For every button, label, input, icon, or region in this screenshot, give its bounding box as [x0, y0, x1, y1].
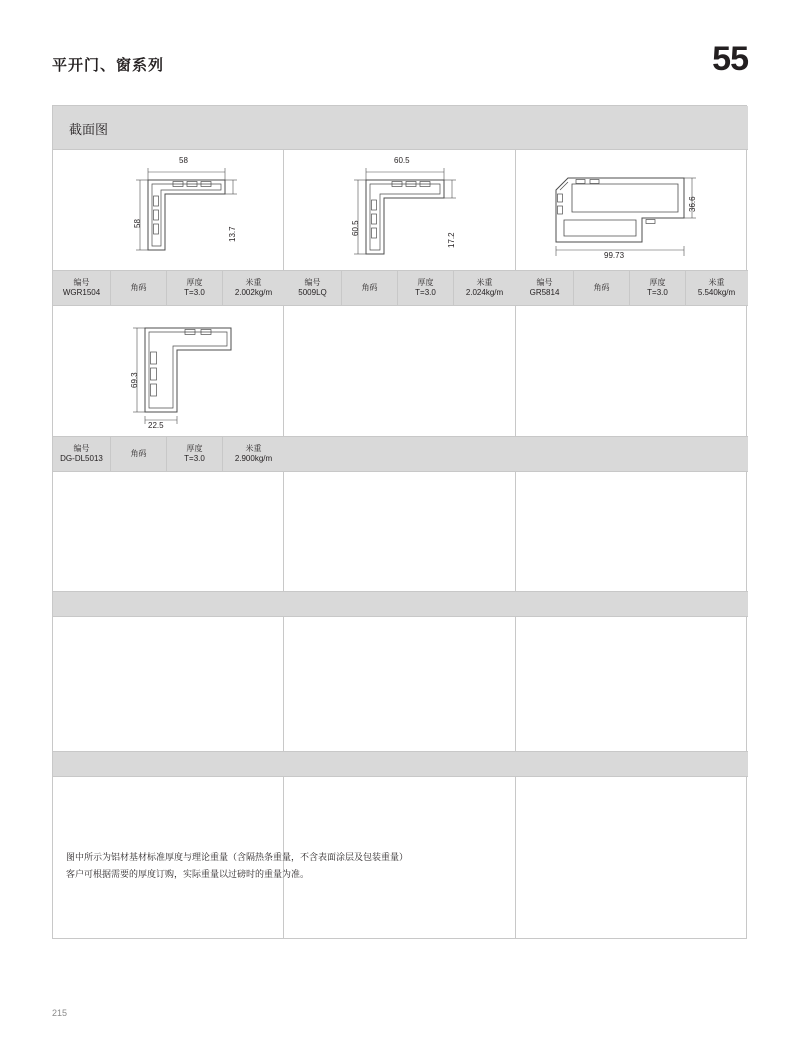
spec-code-label: 编号	[73, 444, 90, 453]
spec-weight-5009lq	[454, 271, 515, 305]
spec-thickness-gr5814	[630, 271, 686, 305]
spec-thickness-5009lq	[398, 271, 454, 305]
spec-corner-label: 角码	[130, 283, 147, 292]
profile-drawing-5009lq	[284, 150, 515, 270]
spec-thickness-label: 厚度	[186, 444, 203, 453]
spec-weight-value: 2.024kg/m	[465, 288, 504, 297]
spec-code-value: WGR1504	[62, 288, 101, 297]
spec-code-5009lq	[284, 271, 342, 305]
dim-left-5009lq: 60.5	[351, 220, 360, 236]
spec-weight-value: 2.002kg/m	[234, 288, 273, 297]
spec-corner-label: 角码	[130, 449, 147, 458]
spec-code-wgr1504	[53, 271, 111, 305]
drawing-cell-dgdl5013	[53, 306, 283, 436]
spec-weight-dgdl5013	[223, 437, 284, 471]
profile-drawing-gr5814	[516, 150, 747, 270]
spec-thickness-value: T=3.0	[184, 454, 205, 463]
dim-top-5009lq: 60.5	[394, 156, 410, 165]
page-number: 215	[52, 1008, 68, 1018]
spec-code-value: DG-DL5013	[60, 454, 103, 463]
section-title: 截面图	[69, 122, 109, 137]
spec-thickness-value: T=3.0	[184, 288, 205, 297]
section-number: 55	[712, 40, 748, 78]
footnote	[66, 849, 666, 883]
spec-code-gr5814	[516, 271, 574, 305]
spec-thickness-label: 厚度	[417, 278, 434, 287]
spec-weight-label: 米重	[476, 278, 493, 287]
spec-code-label: 编号	[304, 278, 321, 287]
spec-corner-5009lq	[342, 271, 398, 305]
spec-code-value: 5009LQ	[298, 288, 327, 297]
spec-code-value: GR5814	[529, 288, 560, 297]
spec-group-dgdl5013	[53, 437, 284, 471]
page-title: 平开门、窗系列	[52, 57, 165, 74]
spec-thickness-value: T=3.0	[415, 288, 436, 297]
profile-drawing-wgr1504	[53, 150, 283, 270]
spec-weight-gr5814	[686, 271, 747, 305]
drawing-cell-wgr1504	[53, 150, 283, 270]
spec-code-label: 编号	[73, 278, 90, 287]
profile-drawing-dgdl5013	[53, 306, 283, 436]
page-header	[52, 40, 748, 90]
spec-weight-label: 米重	[245, 444, 262, 453]
spec-group-empty-2	[516, 437, 747, 471]
spec-code-dgdl5013	[53, 437, 111, 471]
dim-left-wgr1504: 58	[133, 219, 142, 228]
spec-group-gr5814	[516, 271, 747, 305]
spec-weight-label: 米重	[245, 278, 262, 287]
dim-right-5009lq: 17.2	[447, 232, 456, 248]
empty-band-1	[53, 591, 748, 617]
footnote-line-1: 图中所示为铝材基材标准厚度与理论重量（含隔热条重量，不含表面涂层及包装重量）	[66, 852, 409, 862]
spec-weight-value: 2.900kg/m	[234, 454, 273, 463]
spec-thickness-label: 厚度	[649, 278, 666, 287]
profile-table	[52, 105, 747, 939]
dim-right-wgr1504: 13.7	[228, 226, 237, 242]
table-title-band	[53, 106, 748, 150]
spec-code-label: 编号	[536, 278, 553, 287]
drawing-cell-gr5814	[516, 150, 747, 270]
spec-group-wgr1504	[53, 271, 284, 305]
dim-right-gr5814: 36.6	[688, 196, 697, 212]
spec-group-empty-1	[284, 437, 515, 471]
spec-corner-label: 角码	[593, 283, 610, 292]
spec-weight-value: 5.540kg/m	[697, 288, 736, 297]
dim-left-dgdl5013: 69.3	[130, 372, 139, 388]
spec-corner-dgdl5013	[111, 437, 167, 471]
drawing-cell-5009lq	[284, 150, 515, 270]
dim-bottom-dgdl5013: 22.5	[148, 421, 164, 430]
empty-band-2	[53, 751, 748, 777]
footnote-line-2: 客户可根据需要的厚度订购，实际重量以过磅时的重量为准。	[66, 869, 310, 880]
dim-top-wgr1504: 58	[179, 156, 188, 165]
spec-weight-label: 米重	[708, 278, 725, 287]
dim-bottom-gr5814: 99.73	[604, 251, 625, 260]
spec-thickness-dgdl5013	[167, 437, 223, 471]
spec-thickness-wgr1504	[167, 271, 223, 305]
spec-band-row1	[53, 270, 748, 306]
spec-thickness-value: T=3.0	[647, 288, 668, 297]
spec-group-5009lq	[284, 271, 515, 305]
spec-corner-wgr1504	[111, 271, 167, 305]
spec-thickness-label: 厚度	[186, 278, 203, 287]
spec-corner-gr5814	[574, 271, 630, 305]
spec-corner-label: 角码	[361, 283, 378, 292]
spec-weight-wgr1504	[223, 271, 284, 305]
spec-band-row2	[53, 436, 748, 472]
